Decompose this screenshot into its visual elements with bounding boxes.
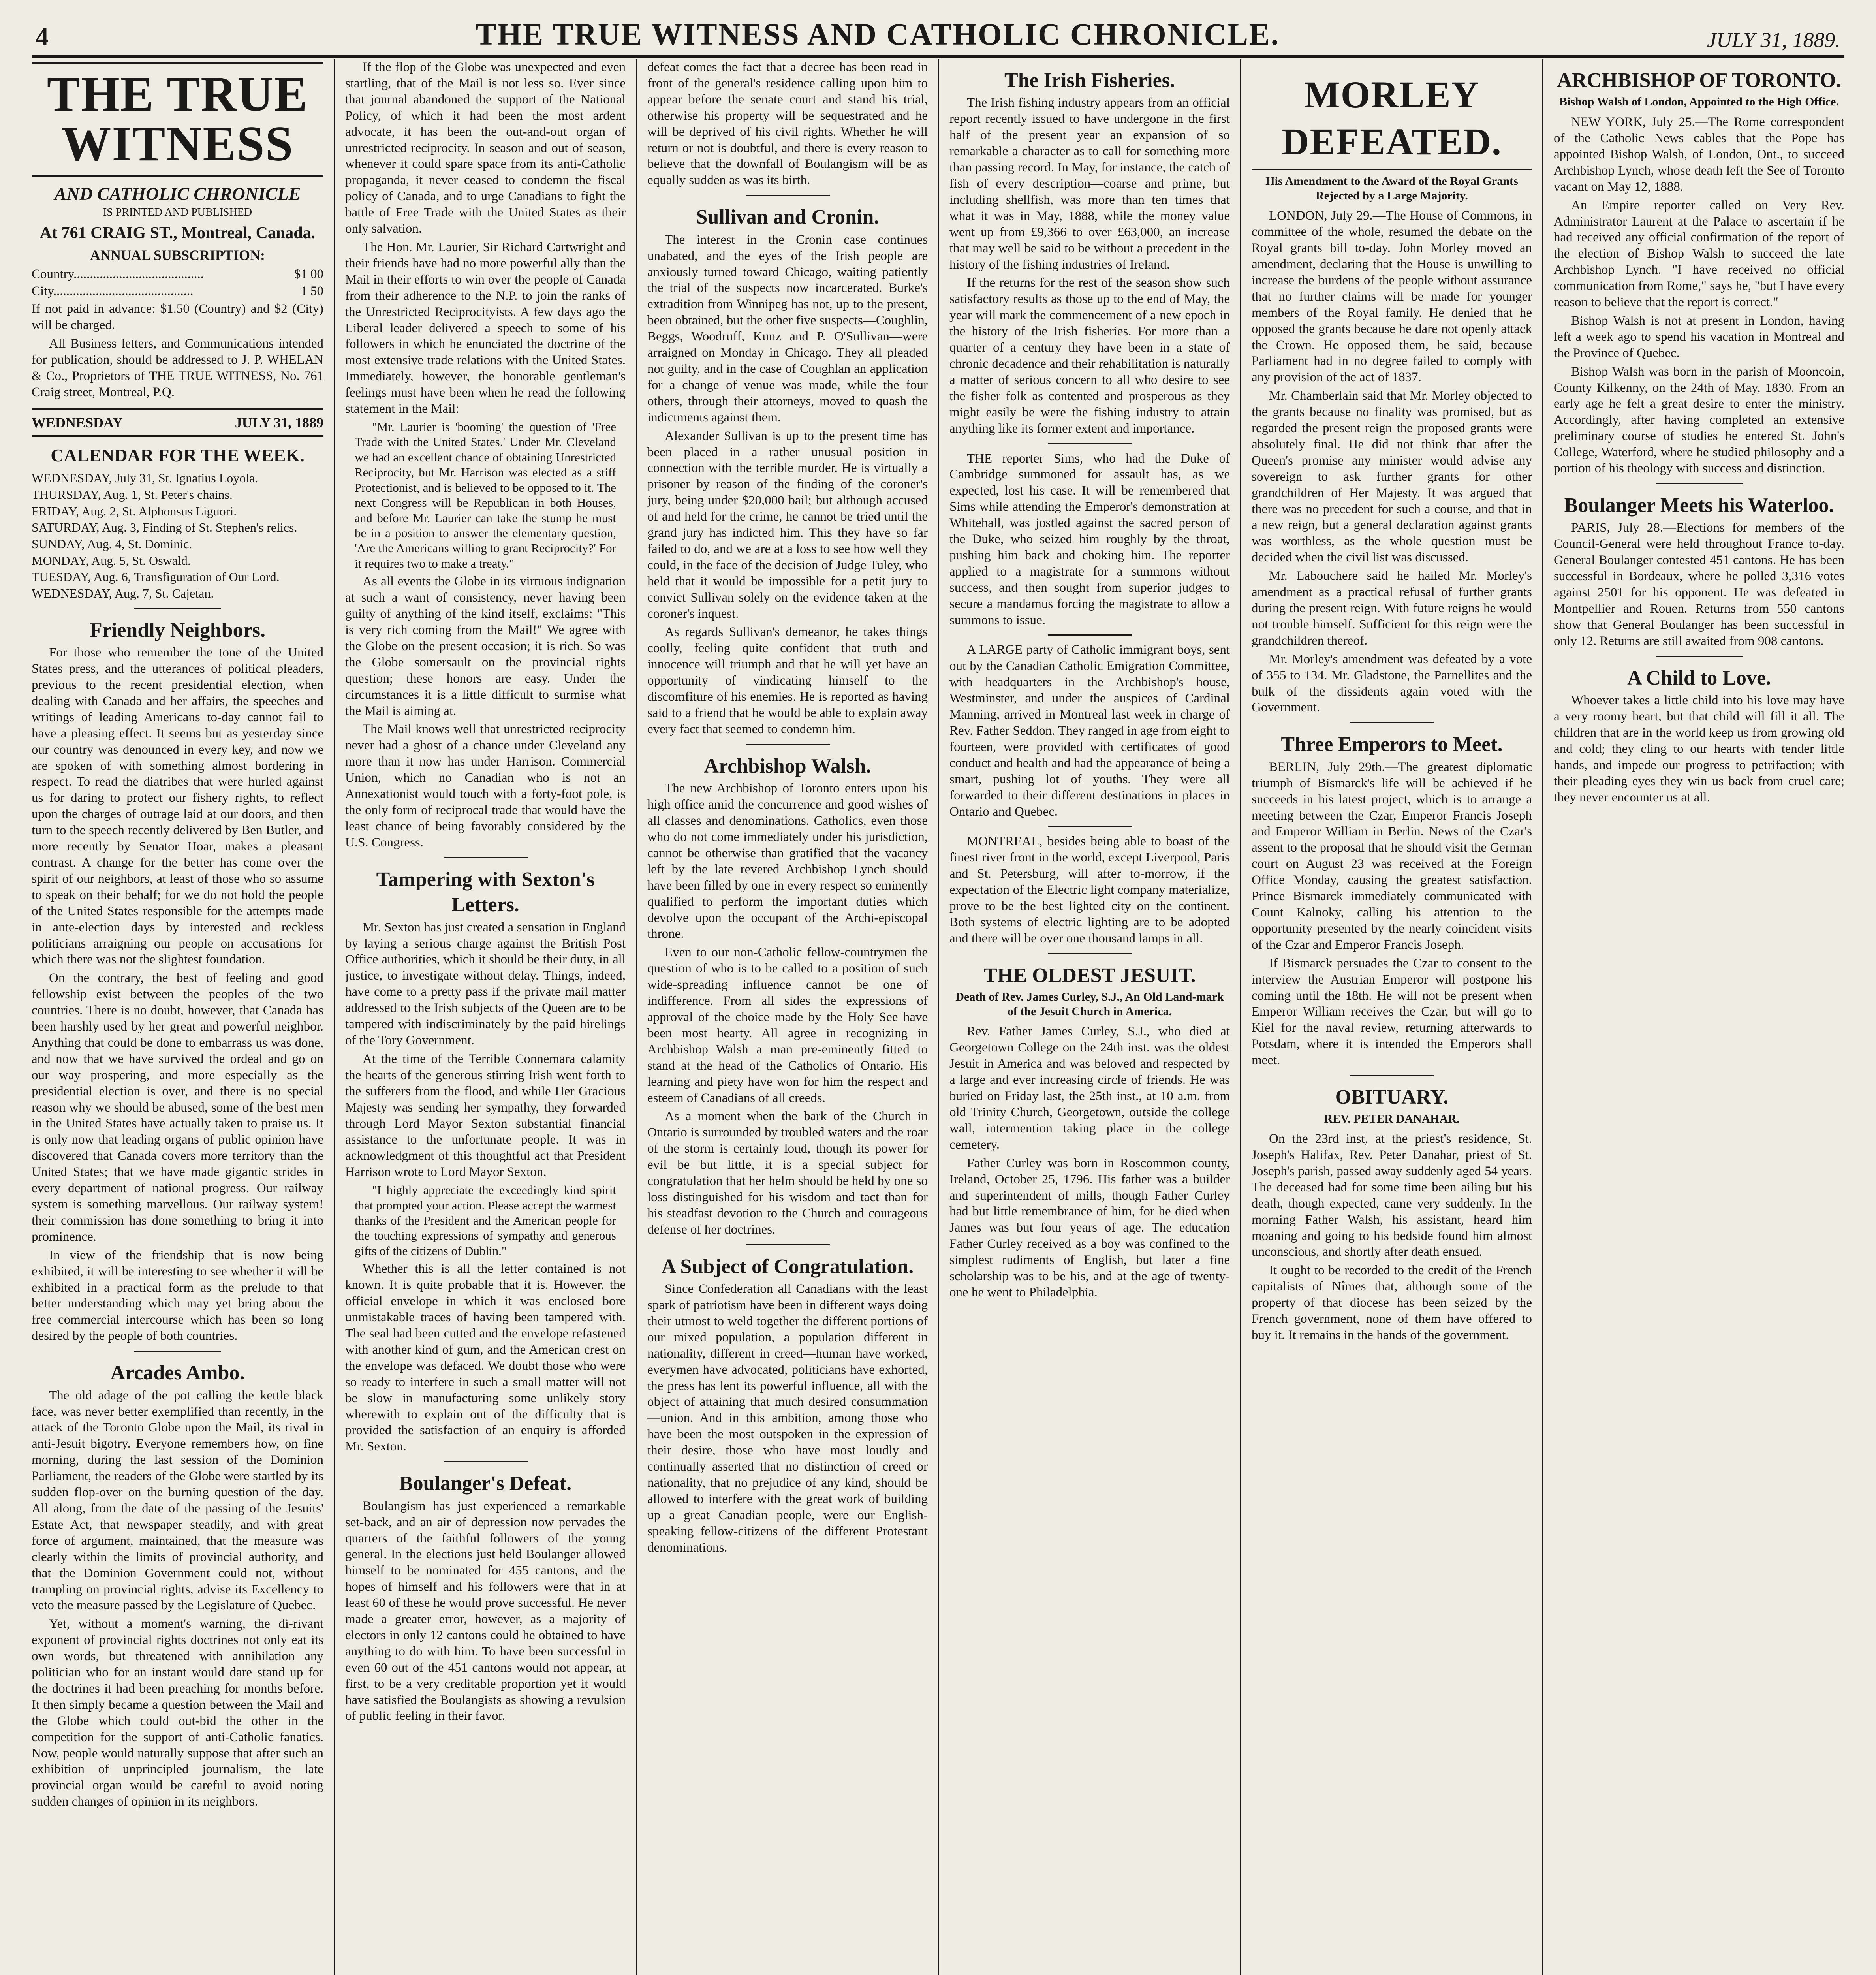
article-paragraph: Mr. Labouchere said he hailed Mr. Morley's amendment as a practical refusal of further grants during the present reign. With future reigns he would not trouble himself. Sufficient for this reign were the grandchildren thereof.: [1252, 569, 1532, 648]
article-paragraph: Whether this is all the letter contained is not known. It is quite probable that it is. However, the official envelope in which it was enclosed bore unmistakable traces of having been tampered with. The seal had been cutted and the envelope refastened with another kind of gum, and the American crest on the envelope was defaced. We doubt those who were so ready to interfere in such a small matter will not be slow in manufacturing some unlikely story wherewith to explain out of the difficulty that is provided the satisfaction of an enquiry is afforded Mr. Sexton.: [345, 1262, 626, 1454]
printed-note: IS PRINTED AND PUBLISHED: [103, 206, 252, 219]
weekday: WEDNESDAY: [32, 414, 123, 431]
article-paragraph: The Irish fishing industry appears from an official report recently issued to have undergone in the first half of the present year an expansion of so remarkable a character as to call for something more than passing record. In May, for instance, the catch of fish of every description—coarse and prime, but including shellfish, was more than ten times that what it was in May, 1888, while the money value went up from £9,366 to over £63,000, an increase that may well be said to be without a precedent in the history of the fishing industries of Ireland.: [949, 96, 1230, 272]
divider: [1048, 634, 1132, 636]
article-title: THE OLDEST JESUIT.: [983, 964, 1196, 987]
column-4: [938, 59, 1240, 1975]
article-paragraph: If the returns for the rest of the season show such satisfactory results as those up to the end of May, the year will mark the commencement of a new epoch in the history of the Irish fisheries. For more than a quarter of a century they have been in a state of chronic decadence and their rehabilitation is naturally a matter of serious concern to all who desire to see the fisher folk as contented and prosperous as they might easily be were the fishing industry to attain anything like its former extent and importance.: [949, 276, 1230, 436]
article-title: Tampering with Sexton's Letters.: [376, 868, 595, 916]
article-paragraph: As regards Sullivan's demeanor, he takes things coolly, feeling quite confident that truth and innocence will triumph and that he will yet have an opportunity of vindicating himself to the discomfiture of his enemies. He is reported as having said to a friend that he would be able to explain away every fact that seemed to condemn him.: [647, 625, 928, 736]
article-title: ARCHBISHOP OF TORONTO.: [1557, 69, 1841, 92]
calendar-title: CALENDAR FOR THE WEEK.: [51, 445, 305, 466]
masthead-title: THE TRUE WITNESS: [32, 62, 323, 177]
issue-weekday-line: [32, 408, 323, 437]
article-title: Arcades Ambo.: [110, 1362, 245, 1384]
article-title: A Child to Love.: [1627, 666, 1771, 689]
article-paragraph: LONDON, July 29.—The House of Commons, in committee of the whole, resumed the debate on the Royal grants bill to-day. John Morley moved an amendment, declaring that the House is unwilling to increase the burdens of the people without assurance that no further claims will be made for younger members of the Royal family. He denied that he opposed the grants because he dare not openly attack the Crown. He opposed them, he said, because Parliament had in no degree failed to comply with any provision of the act of 1837.: [1252, 209, 1532, 385]
column-3: [636, 59, 938, 1975]
article-title: MORLEY DEFEATED.: [1252, 71, 1532, 170]
divider: [746, 195, 830, 196]
article-paragraph: If the flop of the Globe was unexpected and even startling, that of the Mail is not less so. Ever since that journal abandoned the support of the National Policy, of which it had been the most ardent advocate, it has been the out-and-out organ of unrestricted reciprocity. In season and out of season, whenever it could spare space from its anti-Catholic propaganda, it never ceased to condemn the fiscal policy of Canada, and to urge Canadians to fight the battle of Free Trade with the United States as their only salvation.: [345, 60, 626, 236]
article-paragraph: Rev. Father James Curley, S.J., who died at Georgetown College on the 24th inst. was the oldest Jesuit in America and was beloved and respected by a large and ever increasing circle of friends. He was buried on Friday last, the 25th inst., at 10 a.m. from old Trinity Church, Georgetown, outside the college wall, intermention taking place in the college cemetery.: [949, 1024, 1230, 1152]
article-paragraph: Alexander Sullivan is up to the present time has been placed in a rather unusual position in connection with the terrible murder. He is virtually a prisoner by reason of the finding of the coroner's jury, being under $20,000 bail; but although accused of and held for the crime, he cannot be tried until the grand jury has indicted him. This they have so far failed to do, and we are at a loss to see how well they could, in the face of the decision of Judge Tuley, who held that it would be impossible for a petit jury to convict Sullivan solely on the evidence taken at the coroner's inquest.: [647, 429, 928, 621]
article-paragraph: Even to our non-Catholic fellow-countrymen the question of who is to be called to a position of such wide-spreading influence cannot be one of indifference. From all sides the expressions of approval of the choice made by the Holy See have been most hearty. All agree in recognizing in Archbishop Walsh a man pre-eminently fitted to stand at the head of the Catholics of Ontario. His learning and piety have won for him the respect and esteem of Canadians of all creeds.: [647, 945, 928, 1105]
rate-label: City...........................................: [32, 284, 194, 299]
calendar-entry: SATURDAY, Aug. 3, Finding of St. Stephen's relics.: [32, 520, 297, 535]
calendar-entry: WEDNESDAY, Aug. 7, St. Cajetan.: [32, 586, 214, 601]
divider: [444, 1461, 528, 1462]
calendar-entry: TUESDAY, Aug. 6, Transfiguration of Our Lord.: [32, 570, 280, 584]
divider: [1048, 953, 1132, 954]
article-title: Three Emperors to Meet.: [1281, 733, 1503, 756]
article-subtitle: REV. PETER DANAHAR.: [1324, 1112, 1460, 1125]
article-paragraph: The Hon. Mr. Laurier, Sir Richard Cartwright and their friends have had no more powerful ally than the Mail in their efforts to win over the people of Canada from their adherence to the N.P. to join the ranks of the Unrestricted Reciprocityists. A few days ago the Liberal leader delivered a speech to some of his followers in which he enunciated the doctrine of the most extensive trade relations with the United States. Immediately, however, the honorable gentleman's feelings must have been when he read the following statement in the Mail:: [345, 240, 626, 416]
column-6: [1542, 59, 1844, 1975]
article-paragraph: defeat comes the fact that a decree has been read in front of the general's residence calling upon him to appear before the senate court and stand his trial, otherwise his property will be sequestrated and he will be deprived of his civil rights. Whether he will return or not is doubtful, and there is every reason to believe that the downfall of Boulangism will be as equally sudden as was its birth.: [647, 60, 928, 188]
weekday-date: JULY 31, 1889: [235, 414, 323, 431]
article-paragraph: At the time of the Terrible Connemara calamity the hearts of the generous stirring Irish went forth to the sufferers from the flood, and while Her Gracious Majesty was sending her sympathy, they forwarded through Lord Mayor Sexton substantial financial assistance to the unfortunate people. It was in acknowledgment of this thoughtful act that President Harrison wrote to Lord Mayor Sexton.: [345, 1051, 626, 1179]
subscription-heading: ANNUAL SUBSCRIPTION:: [90, 247, 265, 263]
divider: [1048, 826, 1132, 827]
article-subtitle: His Amendment to the Award of the Royal Grants Rejected by a Large Majority.: [1265, 175, 1518, 202]
article-paragraph: Bishop Walsh was born in the parish of Mooncoin, County Kilkenny, on the 24th of May, 1830. From an early age he felt a great desire to enter the ministry. Accordingly, after having completed an extensive preliminary course of studies he entered St. John's College, Waterford, where he studied philosophy and a portion of his theology with success and distinction.: [1554, 364, 1844, 476]
article-title: OBITUARY.: [1335, 1086, 1449, 1109]
article-subtitle: Bishop Walsh of London, Appointed to the High Office.: [1559, 95, 1839, 109]
article-paragraph: PARIS, July 28.—Elections for members of the Council-General were held throughout France to-day. General Boulanger contested 451 cantons. He has been successful in Bordeaux, where he polled 3,316 votes against 2501 for his opponent. He was defeated in Montpellier and Rouen. Returns from 550 cantons show that General Boulanger has been successful in only 12. Returns are still awaited from 908 cantons.: [1554, 521, 1844, 648]
article-paragraph: Whoever takes a little child into his love may have a very roomy heart, but that child will fill it all. The children that are in the world keep us from growing old and cold; they cling to our hearts with tender little hands, and impede our progress to petrifaction; with their pleading eyes they win us back from cruel care; they never encounter us at all.: [1554, 693, 1844, 805]
page-number: 4: [36, 23, 49, 51]
article-title: The Irish Fisheries.: [1004, 69, 1175, 92]
calendar-entry: MONDAY, Aug. 5, St. Oswald.: [32, 553, 191, 568]
article-paragraph: Father Curley was born in Roscommon county, Ireland, October 25, 1796. His father was a builder and superintendent of mills, though Father Curley had but little remembrance of him, for he died when James was but four years of age. The education Father Curley received as a boy was confined to the simplest rudiments of English, but later a fine scholarship was to be his, and at the age of twenty-one he went to Philadelphia.: [949, 1156, 1230, 1300]
column-2: [334, 59, 636, 1975]
article-paragraph: Mr. Chamberlain said that Mr. Morley objected to the grants because no finality was promised, but as regarded the present reign the proposed grants were absolutely final. He did not think that after the Queen's promise any minister would advise any sovereign to ask further grants for other grandchildren of Her Majesty. It was argued that there was no precedent for such a course, and that in a new reign, but a general declaration against grants was worthless, as the whole question must be decided when the civil list was discussed.: [1252, 389, 1532, 565]
calendar-entry: WEDNESDAY, July 31, St. Ignatius Loyola.: [32, 471, 258, 485]
article-paragraph: The Mail knows well that unrestricted reciprocity never had a ghost of a chance under Cleveland any more than it now has under Harrison. Commercial Union, which no Canadian who is not an Annexationist would touch with a forty-foot pole, is the only form of reciprocal trade that would have the least chance of being favorably considered by the U.S. Congress.: [345, 722, 626, 850]
article-paragraph: Mr. Morley's amendment was defeated by a vote of 355 to 134. Mr. Gladstone, the Parnellites and the bulk of the dissidents again voted with the Government.: [1252, 652, 1532, 715]
masthead-subtitle: AND CATHOLIC CHRONICLE: [54, 184, 301, 204]
article-paragraph: It ought to be recorded to the credit of the French capitalists of Nîmes that, although some of the property of that diocese has been seized by the French government, none of them have offered to buy it. It remains in the hands of the government.: [1252, 1263, 1532, 1342]
rate-price: $1 00: [294, 267, 323, 282]
calendar-list: [32, 470, 323, 601]
business-note: All Business letters, and Communications intended for publication, should be addressed to J. P. WHELAN & Co., Proprietors of THE TRUE WITNESS, No. 761 Craig street, Montreal, P.Q.: [32, 337, 323, 399]
page-header: [32, 16, 1844, 58]
article-paragraph: The new Archbishop of Toronto enters upon his high office amid the concurrence and good wishes of all classes and denominations. Catholics, even those who do not come immediately under his jurisdiction, cannot be otherwise than gratified that the vacancy left by the late revered Archbishop Lynch should have been filled by one in every respect so eminently qualified to perform the important duties which devolve upon the occupant of the Archi-episcopal throne.: [647, 781, 928, 941]
article-paragraph: For those who remember the tone of the United States press, and the utterances of political pleaders, previous to the recent presidential election, when dealing with Canada and her affairs, the speeches and writings of leading Americans to-day cannot fail to have a pleasing effect. It seems but as yesterday since our country was denounced in every key, and now we are spoken of with something almost bordering in respect. To read the diatribes that were hurled against us for daring to protect our fishery rights, to reflect upon the charges of outrage laid at our doors, and then turn to the speech recently delivered by Ben Butler, and more recently by Senator Hoar, makes a pleasant contrast. A change for the better has come over the spirit of our neighbors, at least of those who so assume to speak on their behalf; for we do not hold the people of the United States responsible for the attempts made in ante-election days by interested and reckless politicians arraigning our people on accusations for which there was not the slightest foundation.: [32, 645, 323, 967]
article-paragraph: On the 23rd inst, at the priest's residence, St. Joseph's Halifax, Rev. Peter Danahar, priest of St. Joseph's parish, passed away suddenly aged 54 years. The deceased had for some time been ailing but his death, though expected, came very suddenly. In the morning Father Walsh, his assistant, heard him moaning and going to his bedside found him almost unconscious, and shortly after death ensued.: [1252, 1132, 1532, 1259]
article-paragraph: Boulangism has just experienced a remarkable set-back, and an air of depression now pervades the quarters of the faithful followers of the young general. In the elections just held Boulanger allowed himself to be nominated for 455 cantons, and the hopes of himself and his followers were that in at least 60 of these he would prove successful. He never made a greater error, however, as a majority of electors in only 12 cantons could he obtained to have anything to do with him. To have been successful in even 60 out of the 451 cantons would not appear, at first, to be a very creditable proportion yet it would have satisfied the Boulangists as showing a revulsion of public feeling in their favor.: [345, 1499, 626, 1723]
column-5: [1240, 59, 1542, 1975]
article-paragraph: The old adage of the pot calling the kettle black face, was never better exemplified than recently, in the attack of the Toronto Globe upon the Mail, its rival in anti-Jesuit bigotry. Everyone remembers how, on fine morning, during the last session of the Dominion Parliament, the readers of the Globe were startled by its sudden flop-over on the burning question of the day. All along, from the date of the passing of the Jesuits' Estate Act, that newspaper steadily, and with great force of argument, maintained, that the measure was clearly within the limits of provincial authority, and that the Dominion Government could not, without trampling on provincial rights, advise its Excellency to veto the measure passed by the Legislature of Quebec.: [32, 1388, 323, 1613]
article-paragraph: A LARGE party of Catholic immigrant boys, sent out by the Canadian Catholic Emigration Committee, with headquarters in the Archbishop's house, Westminster, and under the auspices of Cardinal Manning, arrived in Montreal last week in charge of Rev. Father Seddon. They ranged in age from eight to fourteen, were provided with certificates of good conduct and health and had the appearance of being a smart, pushing lot of youths. They were all forwarded to their different destinations in places in Ontario and Quebec.: [949, 643, 1230, 819]
advance-note: If not paid in advance: $1.50 (Country) and $2 (City) will be charged.: [32, 302, 323, 333]
divider: [746, 1244, 830, 1245]
article-paragraph: BERLIN, July 29th.—The greatest diplomatic triumph of Bismarck's life will be achieved if he succeeds in his latest project, which is to arrange a meeting between the Czar, Emperor Francis Joseph and Emperor William in Berlin. News of the Czar's assent to the proposal that he should visit the German court on August 23 was received at the Foreign Office Monday, causing the greatest satisfaction. Prince Bismarck immediately communicated with Count Kalnoky, calling his attention to the opportunity presented by the nearly coincident visits of the Czar and Emperor Francis Joseph.: [1252, 760, 1532, 952]
subscription-rates: [32, 266, 323, 299]
calendar-entry: FRIDAY, Aug. 2, St. Alphonsus Liguori.: [32, 504, 237, 518]
article-paragraph: On the contrary, the best of feeling and good fellowship exist between the peoples of the two countries. There is no doubt, however, that Canada has been harshly used by her great and powerful neighbor. Anything that could be done to embarrass us was done, and now that we have survived the ordeal and go on our way prospering, and more especially as the presidential election is over, and there is no special reason why we should be abused, some of the best men in the United States have actually taken to praise us. It is only now that leading organs of public opinion have discovered that Canada covers more territory than the United States; that we have made gigantic strides in every department of national progress. Our railway system is something marvellous. Our railway system! their commission has done something to bring it into prominence.: [32, 971, 323, 1244]
calendar-entry: SUNDAY, Aug. 4, St. Dominic.: [32, 537, 192, 551]
article-title: Archbishop Walsh.: [704, 754, 871, 777]
divider: [134, 608, 222, 609]
article-paragraph: Mr. Sexton has just created a sensation in England by laying a serious charge against the British Post Office authorities, which it should be their duty, in all justice, to investigate without delay. Things, indeed, have come to a pretty pass if the private mail matter addressed to the Irish subjects of the Queen are to be tampered with indiscriminately by the paid hirelings of the Tory Government.: [345, 920, 626, 1048]
divider: [1048, 443, 1132, 444]
article-paragraph: As a moment when the bark of the Church in Ontario is surrounded by troubled waters and the roar of the storm is certainly loud, though its power for evil be but little, it is a special subject for congratulation that her helm should be held by one so loss distinguished for his wisdom and tact than for his steadfast devotion to the Church and courageous defense of her doctrines.: [647, 1109, 928, 1237]
publisher-address: At 761 CRAIG ST., Montreal, Canada.: [39, 224, 316, 242]
article-paragraph: NEW YORK, July 25.—The Rome correspondent of the Catholic News cables that the Pope has appointed Bishop Walsh, of London, Ont., to succeed Archbishop Lynch, whose death left the See of Toronto vacant on May 12, 1888.: [1554, 115, 1844, 194]
divider: [1350, 722, 1434, 723]
article-paragraph: Bishop Walsh is not at present in London, having left a week ago to spend his vacation in Montreal and the Province of Quebec.: [1554, 313, 1844, 360]
running-title: THE TRUE WITNESS AND CATHOLIC CHRONICLE.: [476, 17, 1280, 51]
article-paragraph: MONTREAL, besides being able to boast of the finest river front in the world, except Liverpool, Paris and St. Petersburg, will after to-morrow, if the expectation of the Electric light company materialize, prove to be the best lighted city on the continent. Both systems of electric lighting are to be adopted and there will be over one thousand lamps in all.: [949, 834, 1230, 946]
rate-label: Country........................................: [32, 267, 204, 282]
divider: [1350, 1075, 1434, 1076]
article-title: Boulanger's Defeat.: [399, 1472, 572, 1495]
article-paragraph: An Empire reporter called on Very Rev. Administrator Laurent at the Palace to ascertain if he had received any official confirmation of the report of the election of Bishop Walsh to succeed the late Archbishop Lynch. "I have received no official communication from Rome," says he, "but I have every reason to believe that the report is correct.": [1554, 198, 1844, 310]
article-paragraph: Since Confederation all Canadians with the least spark of patriotism have been in different ways doing their utmost to weld together the different portions of our mixed population, a population different in nationality, different in creed—human have worked, everymen have advocated, politicians have exhorted, the press has lent its powerful influence, all with the object of attaining that much desired consummation—union. And in this ambition, among those who have been the most outspoken in the expression of their desire, those who have most loudly and continually asserted that no distinction of creed or nationality, that no prejudice of any kind, should be allowed to interfere with the great work of building up a great Canadian people, were our English-speaking fellow-citizens of the different Protestant denominations.: [647, 1282, 928, 1555]
article-paragraph: As all events the Globe in its virtuous indignation at such a want of consistency, never having been guilty of anything of the kind itself, exclaims: "This is very rich coming from the Mail!" We agree with the Globe on the present occasion; it is rich. So was the Globe somersault on the provincial rights question; these honors are easy. Under the circumstances it is a little difficult to surmise what the Mail is aiming at.: [345, 574, 626, 718]
divider: [1656, 483, 1743, 484]
article-paragraph: In view of the friendship that is now being exhibited, it will be interesting to see whether it will be exhibited in a practical form as the prelude to that better understanding which may yet bring about the free commercial intercourse which has been so long desired by the people of both countries.: [32, 1248, 323, 1343]
issue-date: JULY 31, 1889.: [1707, 28, 1840, 52]
article-paragraph: Yet, without a moment's warning, the di-rivant exponent of provincial rights doctrines not only eat its own words, but threatened with annihilation any politician who for an instant would dare stand up for the doctrines it had been preaching for months before. It then simply became a question between the Mail and the Globe which could out-bid the other in the competition for the support of anti-Catholic fanatics. Now, people would naturally suppose that after such an exhibition of unprincipled journalism, the late provincial organ would be careful to avoid noting sudden changes of opinion in its neighbors.: [32, 1617, 323, 1809]
quoted-passage: "I highly appreciate the exceedingly kind spirit that prompted your action. Please accept the warmest thanks of the President and the American people for the touching expressions of sympathy and generous gifts of the citizens of Dublin.": [355, 1183, 616, 1258]
divider: [1656, 656, 1743, 657]
divider: [134, 1351, 222, 1352]
article-paragraph: The interest in the Cronin case continues unabated, and the eyes of the Irish people are anxiously turned toward Chicago, waiting patiently the trial of the suspects now incarcerated. Burke's extradition from Winnipeg has not, up to the present, been obtained, but the other five suspects—Coughlin, Beggs, Woodruff, Kunz and P. O'Sullivan—were arraigned on Monday in Chicago. They all pleaded not guilty, and in the case of Coughlan an application for a change of venue was made, while the four others, through their attorneys, moved to quash the indictments against them.: [647, 232, 928, 425]
article-title: Friendly Neighbors.: [90, 619, 265, 641]
article-title: A Subject of Congratulation.: [661, 1255, 914, 1278]
article-title: Sullivan and Cronin.: [696, 206, 879, 229]
divider: [746, 744, 830, 745]
calendar-entry: THURSDAY, Aug. 1, St. Peter's chains.: [32, 487, 233, 502]
article-paragraph: THE reporter Sims, who had the Duke of Cambridge summoned for assault has, as we expected, lost his case. It will be remembered that Sims while attending the Emperor's demonstration at Whitehall, was jostled against the sacred person of the Duke, who seized him roughly by the throat, pushing him back and choking him. The reporter applied to a magistrate for a summons without success, and then sought from superior judges to secure a mandamus forcing the magistrate to allow a summons to issue.: [949, 451, 1230, 627]
column-grid: [32, 59, 1844, 1975]
divider: [444, 857, 528, 858]
rate-price: 1 50: [301, 284, 323, 299]
column-1: [32, 59, 334, 1975]
article-paragraph: If Bismarck persuades the Czar to consent to the interview the Austrian Emperor will postpone his coming until the 18th. He will not be present when Emperor William receives the Czar, but will go to Kiel for the naval review, returning afterwards to Potsdam, where it is intended the Emperors shall meet.: [1252, 956, 1532, 1068]
article-subtitle: Death of Rev. James Curley, S.J., An Old Land-mark of the Jesuit Church in America.: [955, 990, 1224, 1018]
quoted-passage: "Mr. Laurier is 'booming' the question of 'Free Trade with the United States.' Under Mr. Cleveland we had an excellent chance of obtaining Unrestricted Reciprocity, but Mr. Harrison was elected as a stiff Protectionist, and is believed to be opposed to it. The next Congress will be Republican in both Houses, and before Mr. Laurier can take the stump he must be in a position to answer the elementary question, 'Are the Americans willing to grant Reciprocity?' For it requires two to make a treaty.": [355, 419, 616, 570]
article-title: Boulanger Meets his Waterloo.: [1564, 494, 1834, 517]
